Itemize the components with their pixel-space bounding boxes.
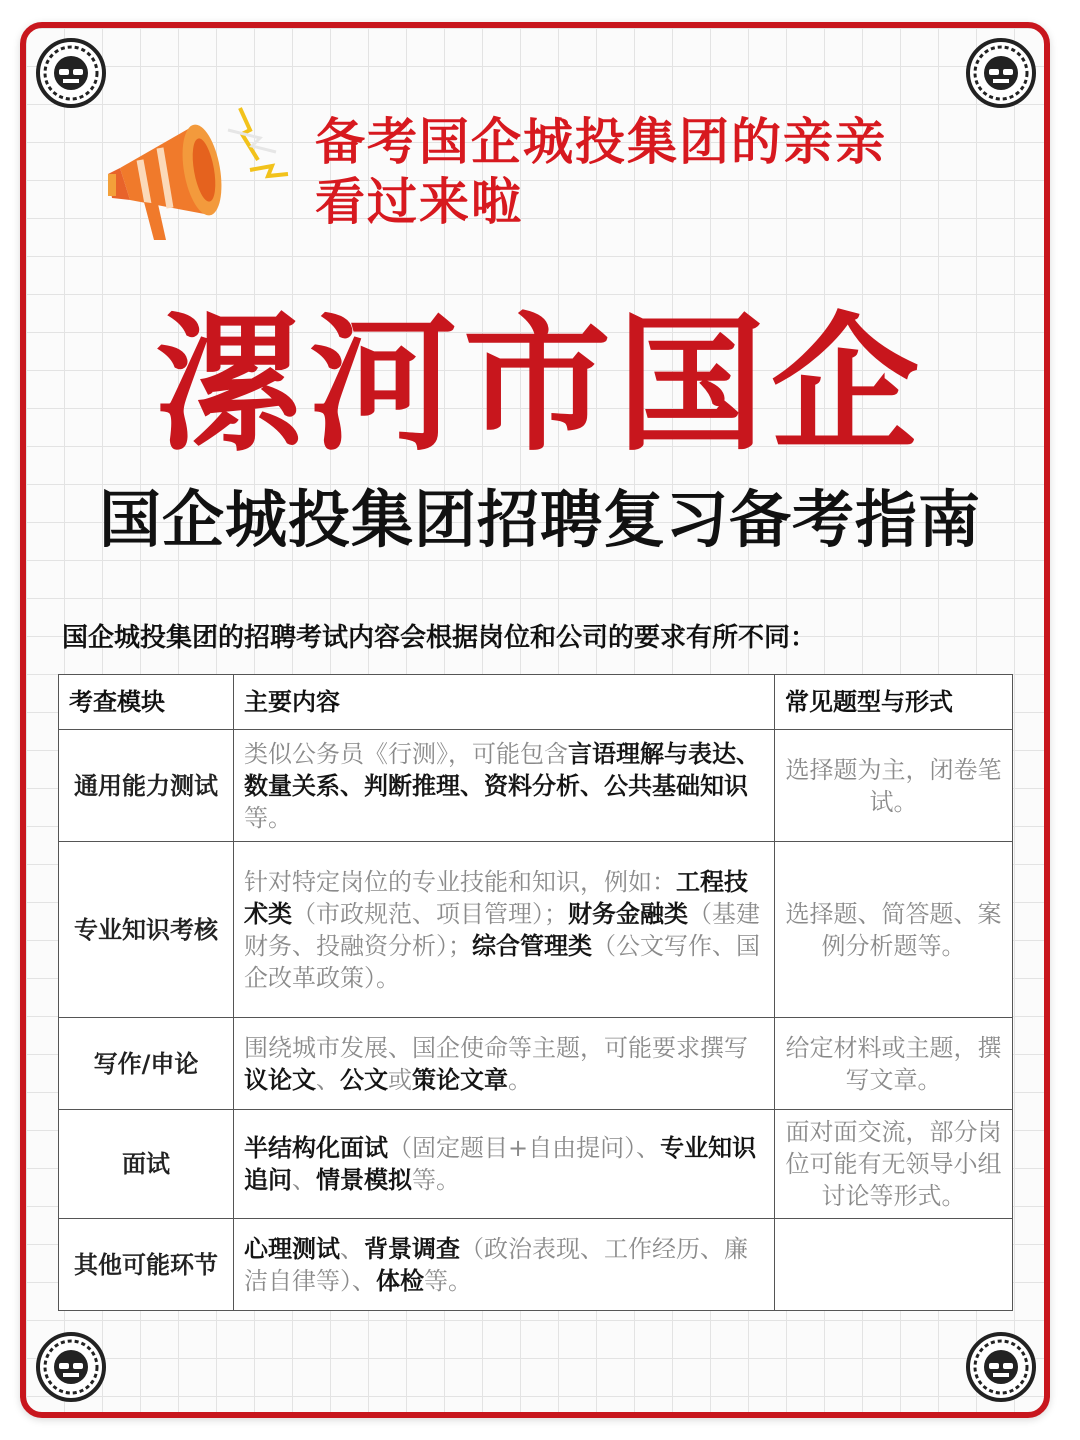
page-title: 漯河市国企	[155, 299, 925, 471]
corner-badge-icon	[36, 38, 106, 108]
content-text: 针对特定岗位的专业技能和知识，例如：	[244, 867, 676, 896]
content-highlight: 言语理解与表达、数量关系、判断推理、资料分析、公共基础知识	[244, 739, 760, 800]
column-header-content: 主要内容	[234, 675, 775, 730]
table-row	[59, 1219, 1013, 1311]
content-text: 等。	[424, 1266, 472, 1295]
content-highlight: 综合管理类	[472, 931, 592, 960]
content-highlight: 策论文章	[412, 1065, 508, 1094]
content-text: （公文写作、国企改革政策）。	[244, 931, 760, 992]
content-highlight: 工程技术类	[244, 867, 748, 928]
content-highlight: 议论文	[244, 1065, 316, 1094]
page-subtitle: 国企城投集团招聘复习备考指南	[98, 483, 981, 556]
column-header-form: 常见题型与形式	[775, 675, 1013, 730]
content-highlight: 背景调查	[364, 1234, 460, 1263]
content-text: 类似公务员《行测》，可能包含	[244, 739, 568, 768]
content-highlight: 半结构化面试	[244, 1134, 388, 1162]
header-line-2: 看过来啦	[315, 173, 523, 231]
content-text: 或	[388, 1065, 412, 1094]
content-text: 。	[508, 1065, 532, 1094]
content-text: （政治表现、工作经历、廉洁自律等）、	[244, 1234, 748, 1295]
module-cell: 专业知识考核	[59, 842, 234, 1018]
content-cell	[234, 1219, 775, 1311]
content-text: （市政规范、项目管理）；	[292, 899, 568, 928]
content-highlight: 心理测试	[244, 1234, 340, 1263]
content-cell	[234, 730, 775, 842]
content-text: 、	[340, 1234, 364, 1263]
exam-table	[58, 674, 1013, 1311]
content-text: 等。	[244, 803, 292, 832]
intro-text: 国企城投集团的招聘考试内容会根据岗位和公司的要求有所不同：	[62, 623, 817, 653]
module-cell: 其他可能环节	[59, 1219, 234, 1311]
column-header-module: 考查模块	[59, 675, 234, 730]
form-cell: 选择题、简答题、案例分析题等。	[775, 842, 1013, 1018]
form-cell: 给定材料或主题，撰写文章。	[775, 1018, 1013, 1110]
form-cell: 面对面交流，部分岗位可能有无领导小组讨论等形式。	[775, 1110, 1013, 1219]
content-cell	[234, 1110, 775, 1219]
table-row	[59, 1018, 1013, 1110]
content-text: 、	[316, 1065, 340, 1094]
content-highlight: 专业知识追问	[244, 1134, 757, 1194]
corner-badge-icon	[36, 1332, 106, 1402]
content-text: 围绕城市发展、国企使命等主题，可能要求撰写	[244, 1033, 748, 1062]
content-cell	[234, 1018, 775, 1110]
content-highlight: 体检	[376, 1266, 424, 1295]
module-cell: 写作/申论	[59, 1018, 234, 1110]
megaphone-icon	[100, 90, 290, 250]
header-line-1: 备考国企城投集团的亲亲	[315, 113, 887, 171]
form-cell: 选择题为主，闭卷笔试。	[775, 730, 1013, 842]
module-cell: 通用能力测试	[59, 730, 234, 842]
content-text: （固定题目+自由提问）、	[388, 1134, 661, 1162]
corner-badge-icon	[966, 1332, 1036, 1402]
content-text: 、	[292, 1166, 316, 1194]
table-header-row	[59, 675, 1013, 730]
content-cell	[234, 842, 775, 1018]
content-highlight: 情景模拟	[316, 1166, 412, 1194]
content-highlight: 财务金融类	[568, 899, 688, 928]
table-row	[59, 842, 1013, 1018]
table-row	[59, 730, 1013, 842]
content-highlight: 公文	[340, 1065, 388, 1094]
header-title	[315, 112, 887, 232]
form-cell	[775, 1219, 1013, 1311]
module-cell: 面试	[59, 1110, 234, 1219]
corner-badge-icon	[966, 38, 1036, 108]
content-text: （基建财务、投融资分析）；	[244, 899, 760, 960]
content-text: 等。	[412, 1166, 460, 1194]
table-row	[59, 1110, 1013, 1219]
